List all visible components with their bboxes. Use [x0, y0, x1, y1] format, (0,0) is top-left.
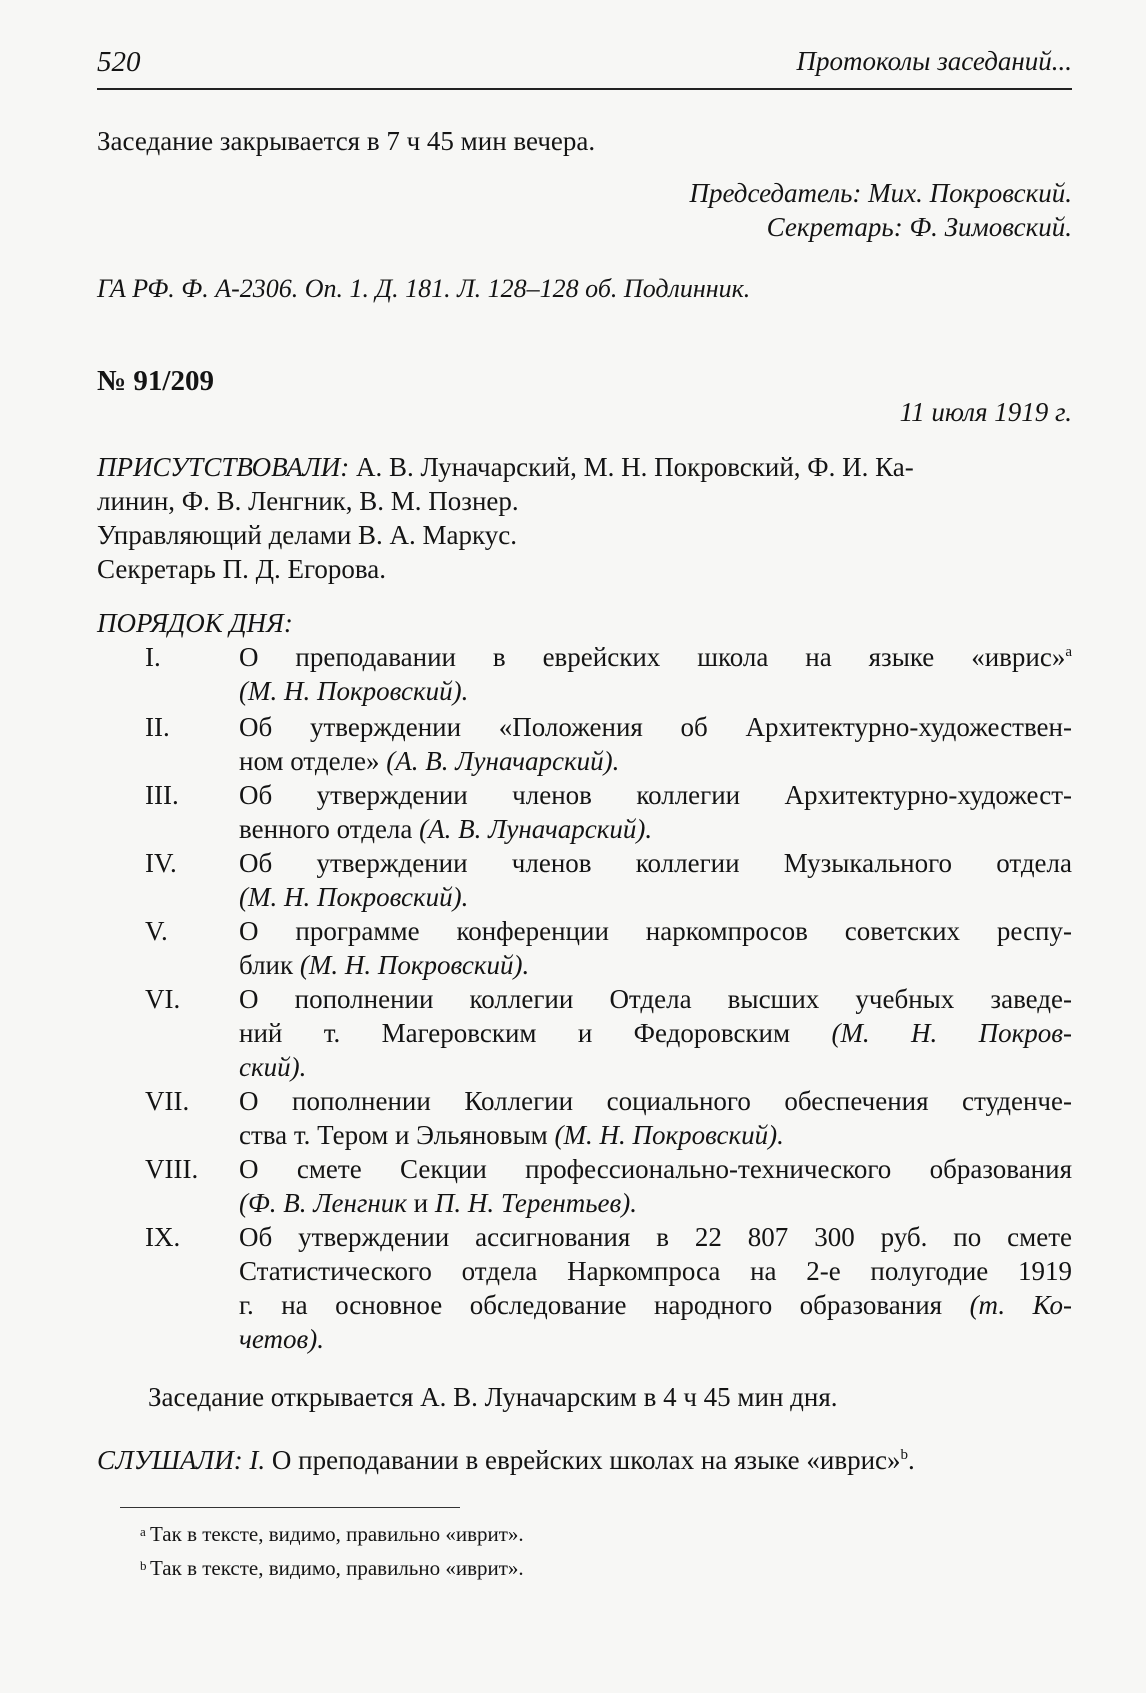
archive-reference: ГА РФ. Ф. А-2306. Оп. 1. Д. 181. Л. 128–128 об. Подлинник. [97, 274, 751, 303]
heard-text: О преподавании в еврейских школах на языке «иврис» [265, 1445, 901, 1475]
agenda-item-line: блик [239, 950, 300, 980]
footnote [140, 1556, 524, 1581]
agenda-item-number: IV. [145, 848, 177, 878]
agenda-item-line: и [413, 1188, 435, 1218]
closing-text: Заседание закрывается в 7 ч 45 мин вечера. [97, 126, 596, 156]
attendance-line-3: Управляющий делами В. А. Маркус. [97, 520, 518, 550]
agenda-item-number: IX. [145, 1222, 181, 1252]
agenda-item-line: г. на основное обследование народного образования [239, 1290, 970, 1320]
agenda-item-text [239, 710, 1072, 778]
agenda-item-speaker: ский). [239, 1052, 307, 1082]
agenda-item-number: VI. [145, 984, 181, 1014]
agenda-item-speaker: (М. Н. Покров- [831, 1018, 1072, 1048]
attendance-line-1 [97, 450, 1072, 484]
agenda-item-line: О преподавании в еврейских школа на языке «иврис» [239, 642, 1066, 672]
agenda-item-text [239, 1152, 1072, 1220]
agenda-item-speaker: (А. В. Луначарский). [419, 814, 653, 844]
agenda-item-speaker: четов). [239, 1324, 324, 1354]
document-date: 11 июля 1919 г. [899, 397, 1072, 427]
agenda-item-line: ний т. Магеровским и Федоровским [239, 1018, 832, 1048]
footnote-ref: b [900, 1447, 909, 1463]
attendance-names-1: А. В. Луначарский, М. Н. Покровский, Ф. И. Ка- [349, 452, 914, 482]
agenda-item-line: О пополнении Коллегии социального обеспечения студенче- [239, 1086, 1072, 1116]
chairman-signature: Председатель: Мих. Покровский. [689, 178, 1072, 208]
agenda-item-line: О программе конференции наркомпросов советских респу- [239, 916, 1072, 946]
agenda-item-text [239, 1084, 1072, 1152]
agenda-item-speaker: (т. Ко- [969, 1290, 1072, 1320]
running-title: Протоколы заседаний... [796, 46, 1072, 76]
agenda-item-number: III. [145, 780, 179, 810]
agenda-item-line: Об утверждении ассигнования в 22 807 300 руб. по смете [239, 1222, 1072, 1252]
agenda-label: ПОРЯДОК ДНЯ: [97, 608, 293, 638]
opening-text: Заседание открывается А. В. Луначарским в 4 ч 45 мин дня. [148, 1382, 838, 1412]
agenda-item-number: VIII. [145, 1154, 199, 1184]
footnote [140, 1522, 524, 1547]
agenda-item-line: Об утверждении «Положения об Архитектурно-художествен- [239, 712, 1072, 742]
document-heading [97, 364, 1072, 398]
heard-line [97, 1443, 1072, 1477]
footnote-mark: a [140, 1524, 146, 1539]
agenda-item-text [239, 846, 1072, 914]
page-number: 520 [97, 46, 141, 78]
agenda-item-number: VII. [145, 1086, 190, 1116]
agenda-item-line: О пополнении коллегии Отдела высших учебных заведе- [239, 984, 1072, 1014]
footnote-text: Так в тексте, видимо, правильно «иврит». [150, 1556, 524, 1580]
document-number: № 91/209 [97, 365, 214, 397]
agenda-item-speaker: (А. В. Луначарский). [386, 746, 620, 776]
attendance-line-4: Секретарь П. Д. Егорова. [97, 554, 387, 584]
heard-label: СЛУШАЛИ: I. [97, 1445, 266, 1475]
agenda-item-number: V. [145, 916, 168, 946]
agenda-item-line: Об утверждении членов коллегии Архитектурно-художест- [239, 780, 1072, 810]
header-divider [97, 88, 1072, 90]
agenda-item-text [239, 778, 1072, 846]
agenda-item-speaker: (Ф. В. Ленгник [239, 1188, 414, 1218]
agenda-item-number: I. [145, 642, 161, 672]
agenda-item-number: II. [145, 712, 170, 742]
agenda-item-text [239, 982, 1072, 1084]
agenda-item-text [239, 1220, 1072, 1356]
agenda-item-speaker: (М. Н. Покровский). [239, 882, 469, 912]
attendance-label: ПРИСУТСТВОВАЛИ: [97, 452, 350, 482]
footnote-ref: a [1065, 644, 1072, 660]
page-header [97, 42, 1072, 86]
agenda-item-speaker: (М. Н. Покровский). [239, 676, 469, 706]
agenda-item-line: Об утверждении членов коллегии Музыкального отдела [239, 848, 1072, 878]
heard-end: . [908, 1445, 915, 1475]
secretary-signature: Секретарь: Ф. Зимовский. [766, 212, 1072, 242]
agenda-item-speaker: (М. Н. Покровский). [554, 1120, 784, 1150]
agenda-item-text [239, 640, 1072, 708]
agenda-item-line: О смете Секции профессионально-технического образования [239, 1154, 1072, 1184]
attendance-line-2: линин, Ф. В. Ленгник, В. М. Познер. [97, 486, 519, 516]
agenda-item-line: ства т. Тером и Эльяновым [239, 1120, 555, 1150]
footnote-text: Так в тексте, видимо, правильно «иврит». [150, 1522, 524, 1546]
agenda-item-line: Статистического отдела Наркомпроса на 2-е полугодие 1919 [239, 1256, 1072, 1286]
footnote-mark: b [140, 1558, 147, 1573]
footnotes-divider [120, 1507, 460, 1508]
agenda-item-speaker: П. Н. Терентьев). [434, 1188, 638, 1218]
agenda-item-line: ном отделе» [239, 746, 387, 776]
agenda-item-text [239, 914, 1072, 982]
agenda-item-speaker: (М. Н. Покровский). [299, 950, 530, 980]
agenda-item-line: венного отдела [239, 814, 420, 844]
